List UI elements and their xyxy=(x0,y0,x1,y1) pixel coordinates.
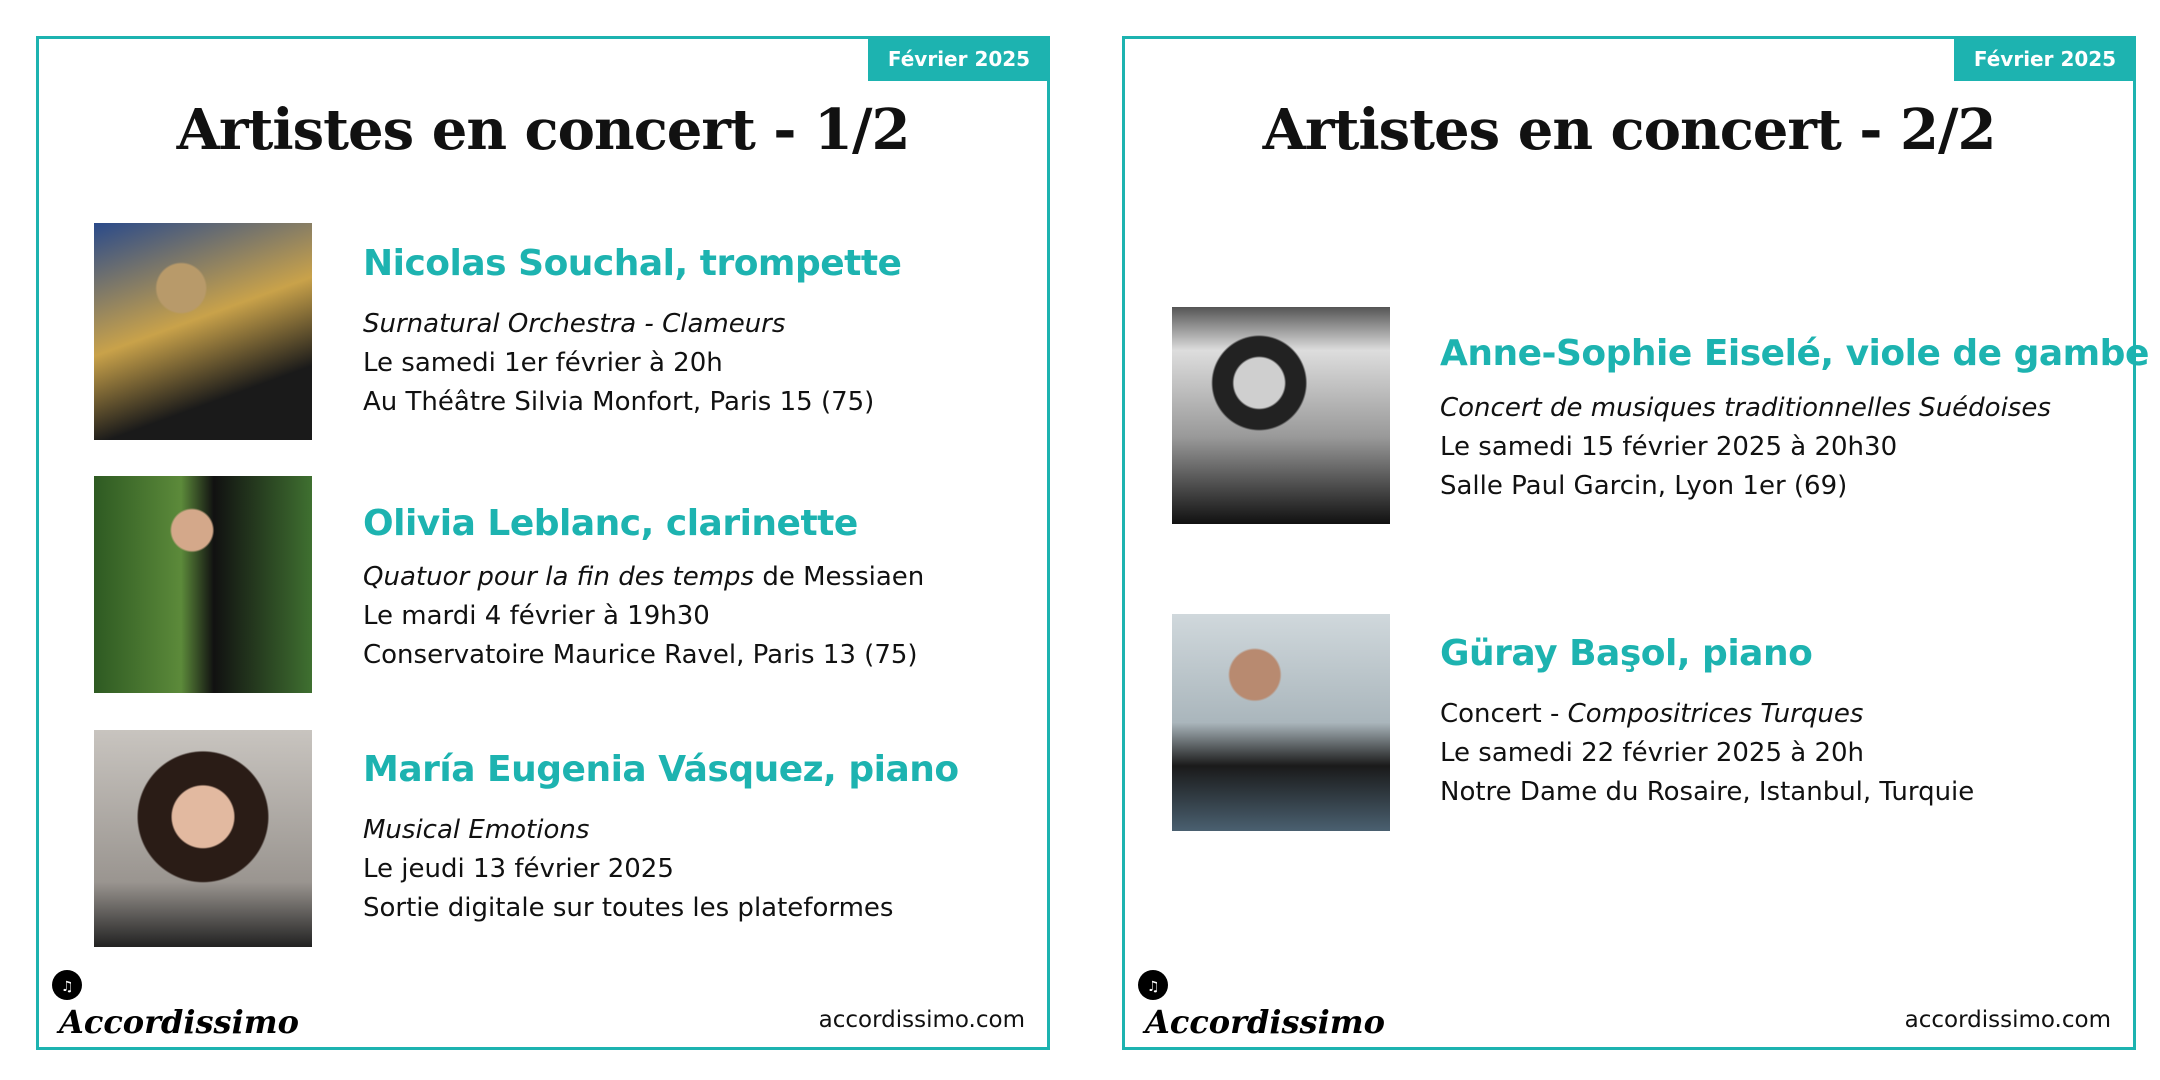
event-place: Au Théâtre Silvia Monfort, Paris 15 (75) xyxy=(363,387,875,417)
artist-photo-anne-sophie-eisele xyxy=(1172,307,1390,524)
event-title: Surnatural Orchestra - Clameurs xyxy=(363,309,786,339)
artist-name: Olivia Leblanc, clarinette xyxy=(363,503,858,544)
artist-photo-guray-basol xyxy=(1172,614,1390,831)
event-date: Le samedi 22 février 2025 à 20h xyxy=(1440,738,1865,768)
artist-name: Güray Başol, piano xyxy=(1440,633,1813,674)
event-title: Musical Emotions xyxy=(363,815,590,845)
svg-text:♫: ♫ xyxy=(61,979,74,995)
website-link[interactable]: accordissimo.com xyxy=(818,1007,1025,1033)
event-place: Notre Dame du Rosaire, Istanbul, Turquie xyxy=(1440,777,1975,807)
artist-photo-maria-eugenia-vasquez xyxy=(94,730,312,947)
accordissimo-logo xyxy=(1133,967,1385,1041)
event-title: Concert de musiques traditionnelles Suédoises xyxy=(1440,393,2051,423)
svg-text:Accordissimo: Accordissimo xyxy=(59,1003,299,1041)
svg-text:♫: ♫ xyxy=(1147,979,1160,995)
svg-text:Accordissimo: Accordissimo xyxy=(1145,1003,1385,1041)
website-link[interactable]: accordissimo.com xyxy=(1904,1007,2111,1033)
accordissimo-logo xyxy=(47,967,299,1041)
month-badge: Février 2025 xyxy=(868,36,1050,81)
event-title: Quatuor pour la fin des temps de Messiaen xyxy=(363,562,925,592)
slide-panel-1 xyxy=(36,36,1050,1050)
artist-name: María Eugenia Vásquez, piano xyxy=(363,749,959,790)
event-date: Le mardi 4 février à 19h30 xyxy=(363,601,710,631)
event-place: Salle Paul Garcin, Lyon 1er (69) xyxy=(1440,471,1848,501)
event-date: Le samedi 1er février à 20h xyxy=(363,348,723,378)
page-title: Artistes en concert - 1/2 xyxy=(176,97,910,163)
month-badge: Février 2025 xyxy=(1954,36,2136,81)
slide-panel-2 xyxy=(1122,36,2149,1050)
artist-photo-nicolas-souchal xyxy=(94,223,312,440)
artist-photo-olivia-leblanc xyxy=(94,476,312,693)
event-date: Le samedi 15 février 2025 à 20h30 xyxy=(1440,432,1898,462)
event-place: Sortie digitale sur toutes les plateformes xyxy=(363,893,894,923)
artist-name: Anne-Sophie Eiselé, viole de gambe xyxy=(1440,333,2149,374)
artist-name: Nicolas Souchal, trompette xyxy=(363,243,902,284)
event-title: Concert - Compositrices Turques xyxy=(1440,699,1864,729)
event-place: Conservatoire Maurice Ravel, Paris 13 (75) xyxy=(363,640,918,670)
event-date: Le jeudi 13 février 2025 xyxy=(363,854,674,884)
page-title: Artistes en concert - 2/2 xyxy=(1262,97,1996,163)
